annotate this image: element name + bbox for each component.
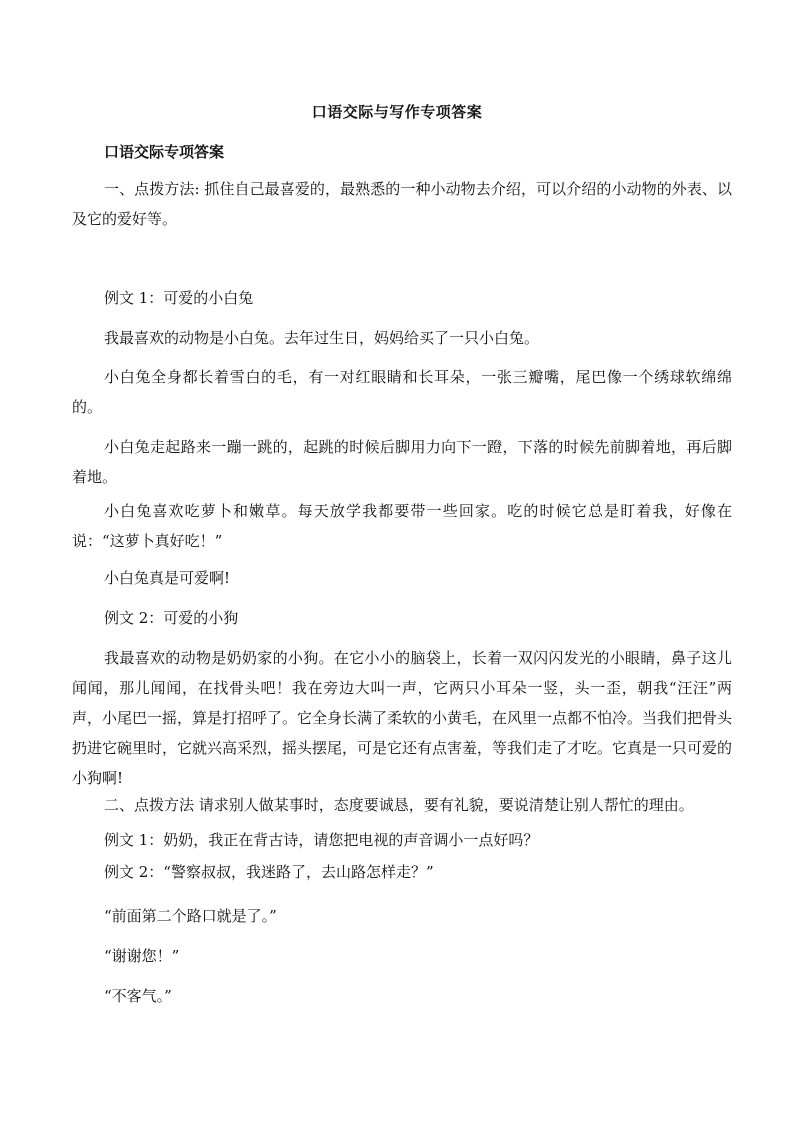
example-1-paragraph-5: 小白兔真是可爱啊! [104,569,231,587]
example-1-paragraph-1: 我最喜欢的动物是小白兔。去年过生日，妈妈给买了一只小白兔。 [104,329,540,347]
example-1-title: 例文 1：可爱的小白兔 [104,289,254,307]
example-2-paragraph: 我最喜欢的动物是奶奶家的小狗。在它小小的脑袋上，长着一双闪闪发光的小眼睛，鼻子这儿闻闻，那儿闻闻，在找骨头吧！我在旁边大叫一声，它两只小耳朵一竖，头一歪，朝我“汪汪”两声，小尾巴一摇，算是打招呼了。它全身长满了柔软的小黄毛，在风里一点都不怕冷。当我们把骨头扔进它碗里时，它就兴高采烈，摇头摆尾，可是它还有点害羞，等我们走了才吃。它真是一只可爱的小狗啊! [72,649,733,787]
example-1-paragraph-2: 小白兔全身都长着雪白的毛，有一对红眼睛和长耳朵，一张三瓣嘴，尾巴像一个绣球软绵绵的。 [72,368,732,416]
request-example-1: 例文 1：奶奶，我正在背古诗，请您把电视的声音调小一点好吗？ [104,831,539,849]
dialogue-line-3: “不客气。” [104,987,172,1005]
request-example-2: 例文 2：“警察叔叔，我迷路了，去山路怎样走？” [104,863,434,881]
method-paragraph-1: 一、点拨方法: 抓住自己最喜爱的，最熟悉的一种小动物去介绍，可以介绍的小动物的外表、以及它的爱好等。 [72,180,732,228]
dialogue-line-1: “前面第二个路口就是了。” [104,907,277,925]
example-1-paragraph-3: 小白兔走起路来一蹦一跳的，起跳的时候后脚用力向下一蹬，下落的时候先前脚着地，再后脚着地。 [72,438,732,486]
method-paragraph-2: 二、点拨方法 请求别人做某事时，态度要诚恳，要有礼貌，要说清楚让别人帮忙的理由。 [104,796,694,814]
section-heading: 口语交际专项答案 [104,143,225,161]
example-1-paragraph-4: 小白兔喜欢吃萝卜和嫩草。每天放学我都要带一些回家。吃的时候它总是盯着我，好像在说：“这萝卜真好吃！” [72,502,732,550]
dialogue-line-2: “谢谢您！” [104,947,180,965]
example-2-title: 例文 2：可爱的小狗 [104,609,239,627]
document-title: 口语交际与写作专项答案 [311,103,483,121]
